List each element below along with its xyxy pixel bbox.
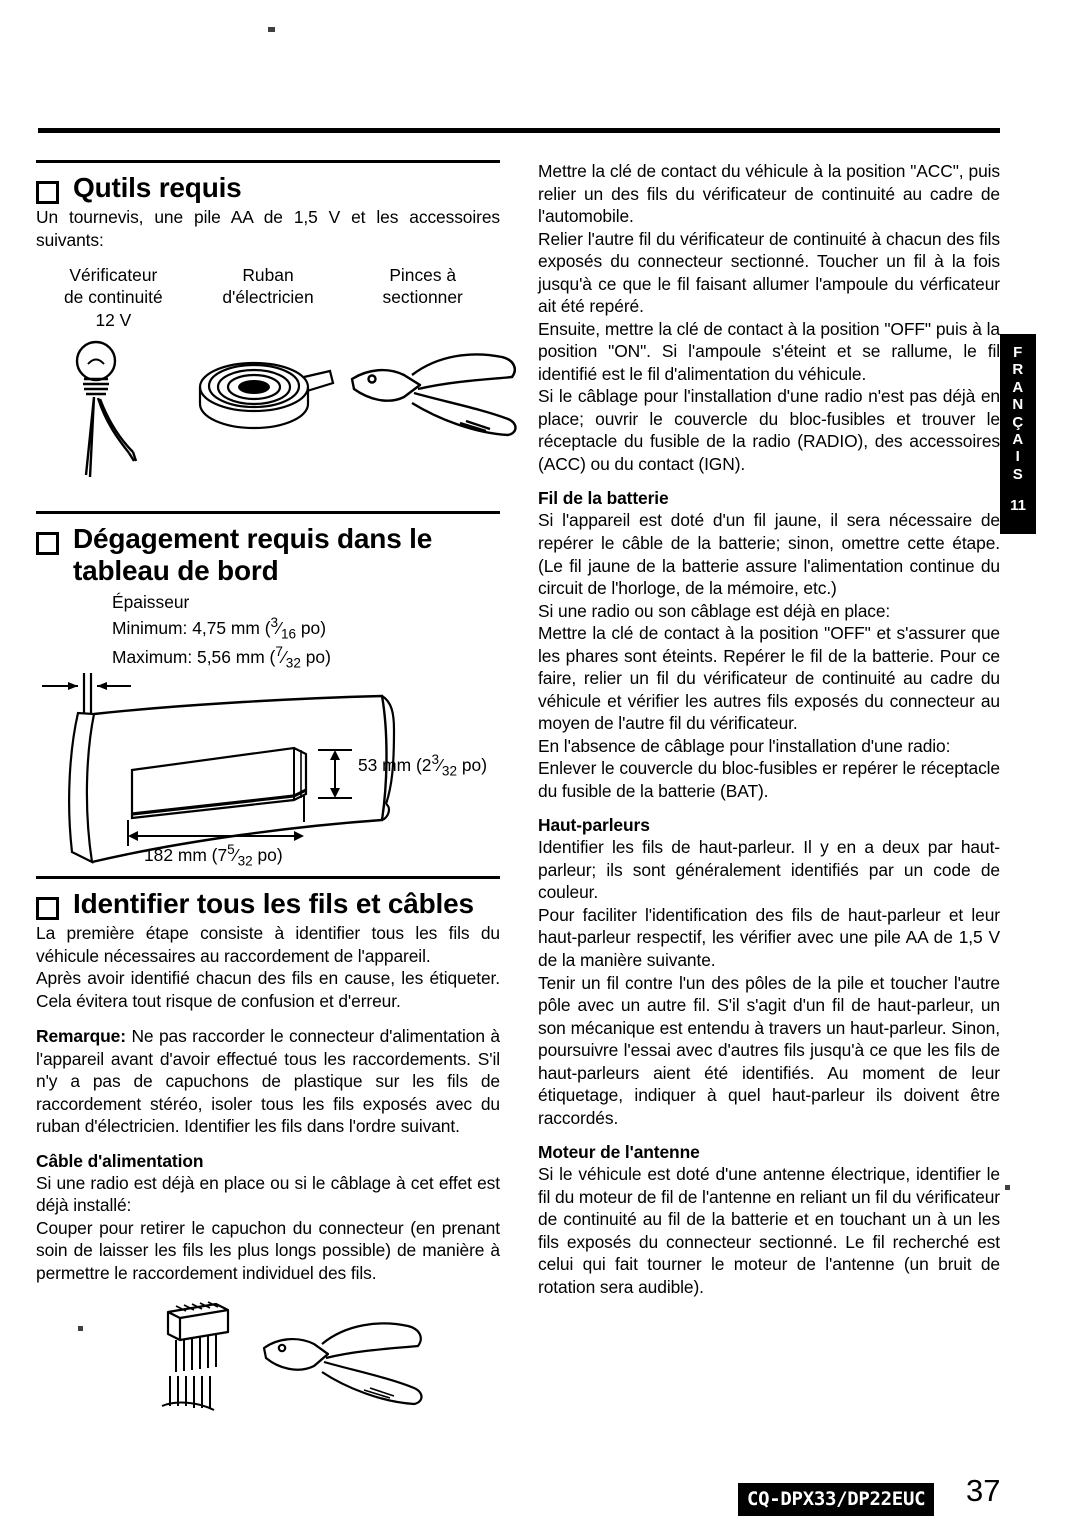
note-label: Remarque:: [36, 1026, 126, 1047]
checkbox-square-icon: [36, 181, 59, 204]
tab-letter: Ç: [1012, 413, 1024, 431]
spec-min-label: Minimum:: [112, 617, 188, 638]
fil-batterie-paragraph-2: Si une radio ou son câblage est déjà en place:: [538, 600, 891, 621]
right-paragraph-2: Relier l'autre fil du vérificateur de continuité à chacun des fils exposés du connecteur sectionné. Toucher un fil à la fois jusqu'à ce que le fil faisant allumer l'ampoule du vérficateur ait été repéré.: [538, 228, 1000, 317]
tool-label-line2: d'électricien: [222, 287, 314, 308]
outils-intro-text: Un tournevis, une pile AA de 1,5 V et les accessoires suivants:: [36, 207, 500, 250]
spec-min-inch-denominator: 16: [280, 625, 297, 641]
continuity-tester-icon: [50, 335, 180, 485]
language-side-tab: [1000, 334, 1036, 534]
dim-width-inch-denominator: 32: [237, 853, 253, 869]
dim-height-inch-numerator: 3: [431, 752, 439, 768]
identifier-paragraph-2: Après avoir identifié chacun des fils en cause, les étiqueter. Cela évitera tout risque de confusion et d'erreur.: [36, 968, 500, 1011]
dim-width-inch-whole: 7: [217, 844, 228, 865]
dashboard-thickness-spec: [112, 591, 500, 672]
cable-alimentation-paragraph-2: Couper pour retirer le capuchon du connecteur (en prenant soin de laisser les fils les plus longs possible) de manière à permettre le raccordement individuel des fils.: [36, 1217, 500, 1283]
heading-text: Identifier tous les fils et câbles: [73, 888, 474, 920]
cable-alimentation-paragraph-1: Si une radio est déjà en place ou si le câblage à cet effet est déjà installé:: [36, 1172, 500, 1216]
tab-letter: N: [1012, 396, 1024, 414]
section-heading-outils: [36, 172, 500, 204]
tools-label-row: [36, 264, 500, 331]
tool-label-line2: de continuité: [64, 287, 163, 308]
spec-inch-unit: po: [305, 646, 326, 667]
right-paragraph-4: Si le câblage pour l'installation d'une radio n'est pas déjà en place; ouvrir le couvercle du bloc-fusibles et trouver le réceptacle du fusible de la radio (RADIO), des accessoires (ACC) ou du contact (IGN).: [538, 386, 1000, 474]
right-paragraph-3: Ensuite, mettre la clé de contact à la position "OFF" puis à la position "ON". Si l'ampoule s'éteint et se rallume, le fil identifié est le fil d'alimentation du véhicule.: [538, 318, 1000, 384]
tool-label-pliers: [345, 264, 500, 331]
dim-height-mm: 53 mm: [358, 754, 412, 775]
moteur-antenne-paragraph-1: Si le véhicule est doté d'une antenne électrique, identifier le fil du moteur de fil de l'antenne en reliant un fil du vérificateur de continuité au fil de la batterie et en touchant un à un les fils exposés du connecteur sectionné. Le fil recherché est celui qui fait tourner le moteur de l'antenne (un bruit de rotation sera audible).: [538, 1164, 1000, 1297]
electrical-tape-icon: [192, 335, 352, 485]
dashboard-cutout-diagram: [36, 670, 500, 870]
dim-width-mm: 182 mm: [144, 844, 207, 865]
cutting-pliers-icon: [342, 335, 532, 485]
fil-batterie-paragraph-5: Enlever le couvercle du bloc-fusibles er repérer le réceptacle du fusible de la batterie (BAT).: [538, 758, 1000, 801]
fil-batterie-paragraph-1: Si l'appareil est doté d'un fil jaune, il sera nécessaire de repérer le câble de la batterie; sinon, omettre cette étape. (Le fil jaune de la batterie assure l'alimentation continue du circuit de l'horloge, de la mémoire, etc.): [538, 510, 1000, 599]
dim-width-inch-numerator: 5: [227, 842, 235, 858]
tab-letter: S: [1012, 465, 1024, 483]
spec-max-inch-denominator: 32: [285, 655, 301, 671]
checkbox-square-icon: [36, 897, 59, 920]
spec-maximum: Maximum: 5,56 mm ($^7⁄_{32}$ po): [112, 643, 331, 671]
tab-letter: A: [1012, 430, 1024, 448]
spec-min-inch-numerator: 3: [270, 614, 279, 630]
subheading-fil-batterie: Fil de la batterie: [538, 488, 669, 509]
heading-text: Dégagement requis dans le tableau de bord: [73, 522, 433, 586]
language-tab-letters: [1012, 344, 1023, 483]
fil-batterie-paragraph-3: Mettre la clé de contact à la position "OFF" et s'assurer que les phares sont éteints. Repérer le fil de la batterie. Pour ce faire, relier un fil du vérificateur de continuité au cadre du véhicule et vérifier les autres fils exposés du connecteur au moyen de l'autre fil du vérificateur.: [538, 623, 1000, 734]
section-rule: [36, 160, 500, 163]
haut-parleurs-paragraph-2: Pour faciliter l'identification des fils de haut-parleur et leur haut-parleur respectif, les vérifier avec une pile AA de 1,5 V de la manière suivante.: [538, 904, 1000, 970]
section-rule: [36, 511, 500, 514]
tools-illustration-row: [36, 335, 500, 485]
dim-inch-unit: po: [257, 844, 277, 865]
dim-height-inch-whole: 2: [421, 754, 432, 775]
tool-label-line3: 12 V: [95, 309, 132, 330]
identifier-note: [36, 1025, 500, 1138]
identifier-paragraph-1: La première étape consiste à identifier tous les fils du véhicule nécessaires au raccordement de l'appareil.: [36, 923, 500, 966]
note-text: Ne pas raccorder le connecteur d'alimentation à l'appareil avant d'avoir effectué tous les raccordements. S'il n'y a pas de capuchons de plastique sur les fils de raccordement stéréo, isoler tous les fils exposés avec du ruban d'électricien. Identifier les fils dans l'ordre suivant.: [36, 1026, 500, 1137]
connector-illustration-svg: [146, 1290, 486, 1430]
scan-speck: [268, 27, 275, 32]
subheading-haut-parleurs: Haut-parleurs: [538, 815, 650, 836]
section-identifier-fils: [36, 876, 500, 1430]
fil-batterie-paragraph-4: En l'absence de câblage pour l'installation d'une radio:: [538, 735, 951, 756]
dimension-height-label: 53 mm ($2^3⁄_{32}$ po): [358, 752, 487, 779]
tool-label-line1: Ruban: [242, 265, 294, 286]
section-rule: [36, 876, 500, 879]
spec-max-label: Maximum:: [112, 646, 193, 667]
haut-parleurs-paragraph-1: Identifier les fils de haut-parleur. Il y en a deux par haut-parleur; ils sont généralement identifiés par un code de couleur.: [538, 837, 1000, 903]
tool-label-line2: sectionner: [382, 287, 463, 308]
spec-max-value: 5,56 mm: [197, 646, 265, 667]
haut-parleurs-paragraph-3: Tenir un fil contre l'un des pôles de la pile et toucher l'autre pôle avec un autre fil. S'il s'agit d'un fil de haut-parleur, un son mécanique est entendu à travers un haut-parleur. Sinon, poursuivre l'essai avec d'autres fils jusqu'à ce que les fils de haut-parleurs aient été identifiés. Au moment de leur étiquetage, indiquer à quel haut-parleur ils doivent être raccordés.: [538, 972, 1000, 1128]
right-column: [538, 160, 1000, 1298]
section-heading-identifier: [36, 888, 500, 920]
dim-height-inch-denominator: 32: [441, 763, 457, 779]
dim-inch-unit: po: [461, 754, 482, 775]
left-column: [36, 160, 500, 1430]
spec-max-inch-numerator: 7: [275, 643, 283, 659]
spec-title: Épaisseur: [112, 591, 190, 612]
connector-illustration-row: [36, 1290, 500, 1430]
checkbox-square-icon: [36, 532, 59, 555]
spec-min-value: 4,75 mm: [192, 617, 260, 638]
tool-label-tape: [191, 264, 346, 331]
spec-minimum: Minimum: 4,75 mm ($^3⁄_{16}$ po): [112, 614, 327, 641]
section-heading-degagement: [36, 523, 500, 587]
section-degagement-requis: [36, 511, 500, 870]
dimension-width-label: 182 mm ($7^5⁄_{32}$ po): [144, 842, 283, 869]
tool-label-line1: Vérificateur: [69, 265, 158, 286]
tool-label-line1: Pinces à: [389, 265, 457, 286]
subheading-cable-alimentation: Câble d'alimentation: [36, 1150, 204, 1171]
page-number: 37: [966, 1473, 1001, 1508]
spec-inch-unit: po: [300, 617, 321, 638]
subheading-moteur-antenne: Moteur de l'antenne: [538, 1142, 700, 1163]
tab-letter: R: [1012, 361, 1024, 379]
right-paragraph-1: Mettre la clé de contact du véhicule à la position "ACC", puis relier un des fils du vérificateur de continuité au cadre de l'automobile.: [538, 161, 1000, 227]
section-outils-requis: [36, 160, 500, 485]
scan-speck: [1005, 1185, 1010, 1190]
tab-letter: A: [1012, 378, 1024, 396]
tab-letter: F: [1013, 344, 1023, 361]
language-tab-number: 11: [1010, 497, 1026, 515]
heading-text: Qutils requis: [73, 172, 242, 203]
top-divider-rule: [38, 128, 1000, 133]
model-number-badge: CQ-DPX33/DP22EUC: [738, 1483, 934, 1516]
tab-letter: I: [1015, 448, 1021, 466]
tool-label-tester: [36, 264, 191, 331]
